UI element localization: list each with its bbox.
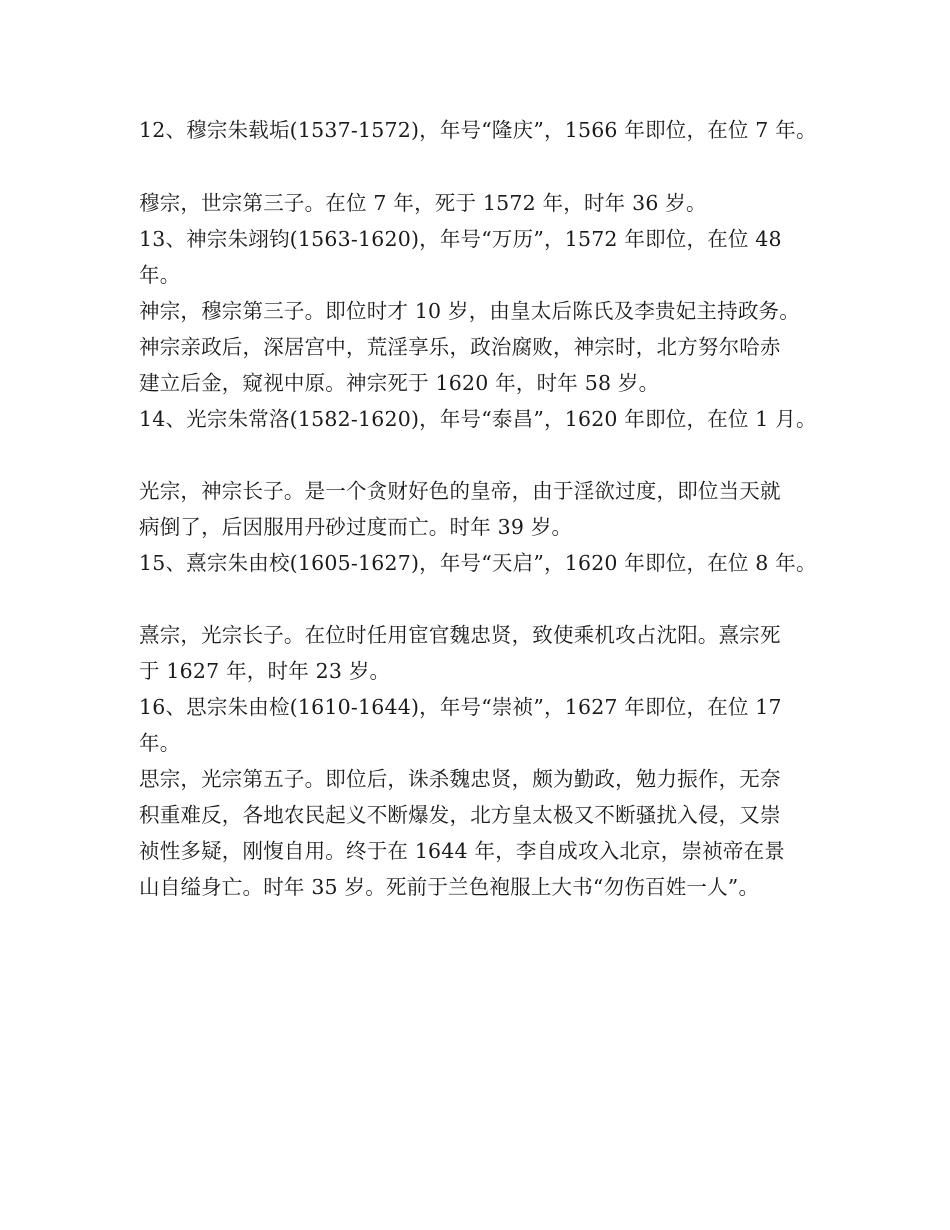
text-line: 熹宗，光宗长子。在位时任用宦官魏忠贤，致使乘机攻占沈阳。熹宗死 [139, 623, 781, 647]
text-line: 建立后金，窥视中原。神宗死于 1620 年，时年 58 岁。 [139, 371, 660, 395]
text-line: 14、光宗朱常洛(1582-1620)，年号“泰昌”，1620 年即位，在位 1 月。 [139, 407, 817, 431]
text-line: 神宗亲政后，深居宫中，荒淫享乐，政治腐败，神宗时，北方努尔哈赤 [139, 335, 781, 359]
text-line: 12、穆宗朱载垢(1537-1572)，年号“隆庆”，1566 年即位，在位 7 年。 [139, 118, 817, 142]
text-line: 病倒了，后因服用丹砂过度而亡。时年 39 岁。 [139, 515, 573, 539]
text-line: 13、神宗朱翊钧(1563-1620)，年号“万历”，1572 年即位，在位 48 [139, 227, 782, 251]
text-line: 年。 [139, 731, 181, 755]
text-line: 山自缢身亡。时年 35 岁。死前于兰色袍服上大书“勿伤百姓一人”。 [139, 875, 760, 899]
text-line: 16、思宗朱由检(1610-1644)，年号“崇祯”，1627 年即位，在位 17 [139, 695, 782, 719]
text-line: 年。 [139, 263, 181, 287]
text-line: 光宗，神宗长子。是一个贪财好色的皇帝，由于淫欲过度，即位当天就 [139, 479, 781, 503]
text-line: 15、熹宗朱由校(1605-1627)，年号“天启”，1620 年即位，在位 8 年。 [139, 551, 817, 575]
text-line: 祯性多疑，刚愎自用。终于在 1644 年，李自成攻入北京，崇祯帝在景 [139, 839, 786, 863]
text-line: 穆宗，世宗第三子。在位 7 年，死于 1572 年，时年 36 岁。 [139, 191, 707, 215]
text-line: 于 1627 年，时年 23 岁。 [139, 659, 391, 683]
text-line: 神宗，穆宗第三子。即位时才 10 岁，由皇太后陈氏及李贵妃主持政务。 [139, 299, 800, 323]
text-line: 积重难反，各地农民起义不断爆发，北方皇太极又不断骚扰入侵，又崇 [139, 803, 781, 827]
text-line: 思宗，光宗第五子。即位后，诛杀魏忠贤，颇为勤政，勉力振作，无奈 [139, 767, 781, 791]
